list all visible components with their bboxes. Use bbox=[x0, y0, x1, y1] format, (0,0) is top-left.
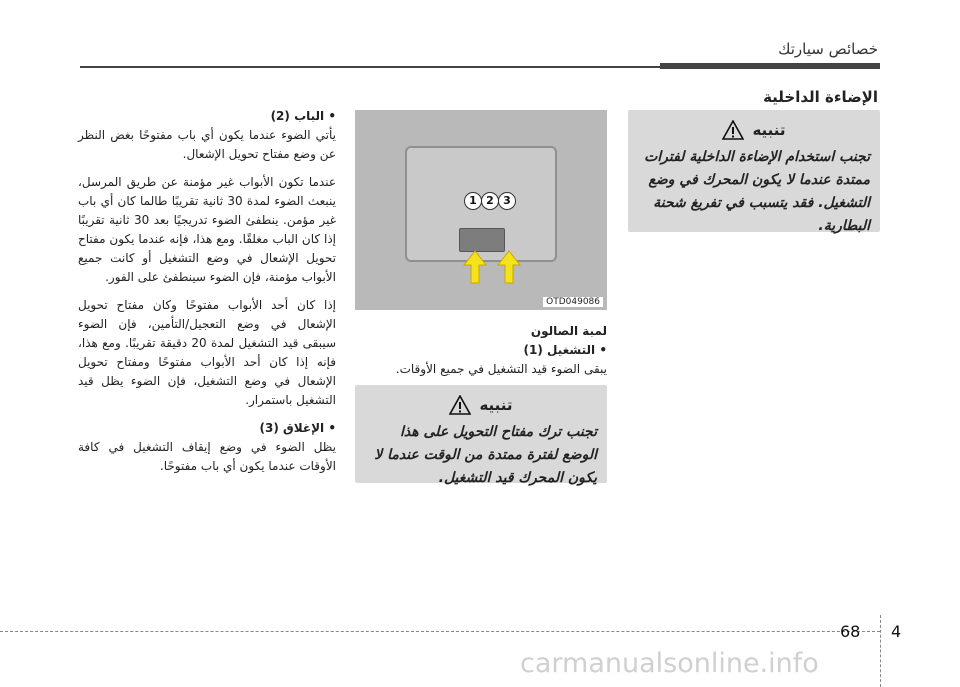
caution-text: تجنب استخدام الإضاءة الداخلية لفترات ممتدة عندما لا يكون المحرك في وضع التشغيل. فقد يتسبب في تفريغ شحنة البطارية. bbox=[644, 149, 870, 234]
caution-title: تنبيه bbox=[752, 121, 786, 139]
off-item-title: • الإغلاق (3) bbox=[259, 421, 336, 435]
label-1: 1 bbox=[464, 192, 482, 210]
door-paragraph-2: عندما تكون الأبواب غير مؤمنة عن طريق المرسل، ينبعث الضوء لمدة 30 ثانية تقريبًا طالما كان أي باب غير مؤمن. ينطفئ الضوء تدريجيًا بعد 30 ثانية تقريبًا إذا كان الباب مغلقًا. ومع هذا، فإنه عندما يكون مفتاح تحويل الإشعال في وضع التشغيل أو كانت جميع الأبواب مؤمنة، فإن الضوء سينطفئ على الفور. bbox=[78, 175, 337, 284]
on-item-text: يبقى الضوء قيد التشغيل في جميع الأوقات. bbox=[395, 362, 607, 376]
footer-vertical-divider bbox=[880, 615, 881, 687]
section-number: 4 bbox=[891, 622, 902, 641]
label-2: 2 bbox=[481, 192, 499, 210]
door-paragraph-3: إذا كان أحد الأبواب مفتوحًا وكان مفتاح تحويل الإشعال في وضع التعجيل/التأمين، فإن الضوء سيبقى قيد التشغيل لمدة 20 دقيقة تقريبًا. ومع هذا، فإنه إذا كان أحد الأبواب مفتوحًا ومفتاح تحويل الإشعال في وضع التشغيل، فإن الضوء يظل قيد التشغيل باستمرار. bbox=[78, 298, 336, 407]
section-title: الإضاءة الداخلية bbox=[763, 88, 878, 106]
caution-header bbox=[638, 120, 870, 140]
caution-box-top bbox=[628, 110, 880, 232]
chapter-title: خصائص سيارتك bbox=[778, 40, 878, 58]
figure-code: OTD049086 bbox=[543, 297, 603, 307]
footer-divider bbox=[0, 631, 880, 632]
map-lamp-heading: لمبة الصالون bbox=[530, 324, 607, 338]
arrow-up-icon bbox=[463, 250, 487, 284]
warning-triangle-icon bbox=[449, 395, 471, 415]
door-item-title: • الباب (2) bbox=[270, 109, 336, 123]
caution-title: تنبيه bbox=[479, 396, 513, 414]
map-lamp-section bbox=[355, 322, 607, 379]
label-3: 3 bbox=[498, 192, 516, 210]
caution-box-bottom bbox=[355, 385, 607, 486]
header-bar bbox=[660, 63, 880, 69]
lamp-lens bbox=[459, 228, 505, 252]
on-item-title: • التشغيل (1) bbox=[523, 343, 607, 357]
door-paragraph-1: يأتي الضوء عندما يكون أي باب مفتوحًا بغض النظر عن وضع مفتاح تحويل الإشعال. bbox=[78, 128, 336, 161]
arrow-up-icon bbox=[497, 250, 521, 284]
interior-lamp-photo bbox=[355, 110, 607, 310]
off-paragraph-1: يظل الضوء في وضع إيقاف التشغيل في كافة الأوقات عندما يكون أي باب مفتوحًا. bbox=[78, 440, 336, 473]
door-off-section bbox=[78, 107, 336, 476]
warning-triangle-icon bbox=[722, 120, 744, 140]
caution-text: تجنب ترك مفتاح التحويل على هذا الوضع لفترة ممتدة من الوقت عندما لا يكون المحرك قيد التشغيل. bbox=[374, 424, 597, 486]
page-number: 68 bbox=[840, 622, 861, 641]
watermark: carmanualsonline.info bbox=[520, 648, 819, 679]
caution-header bbox=[365, 395, 597, 415]
